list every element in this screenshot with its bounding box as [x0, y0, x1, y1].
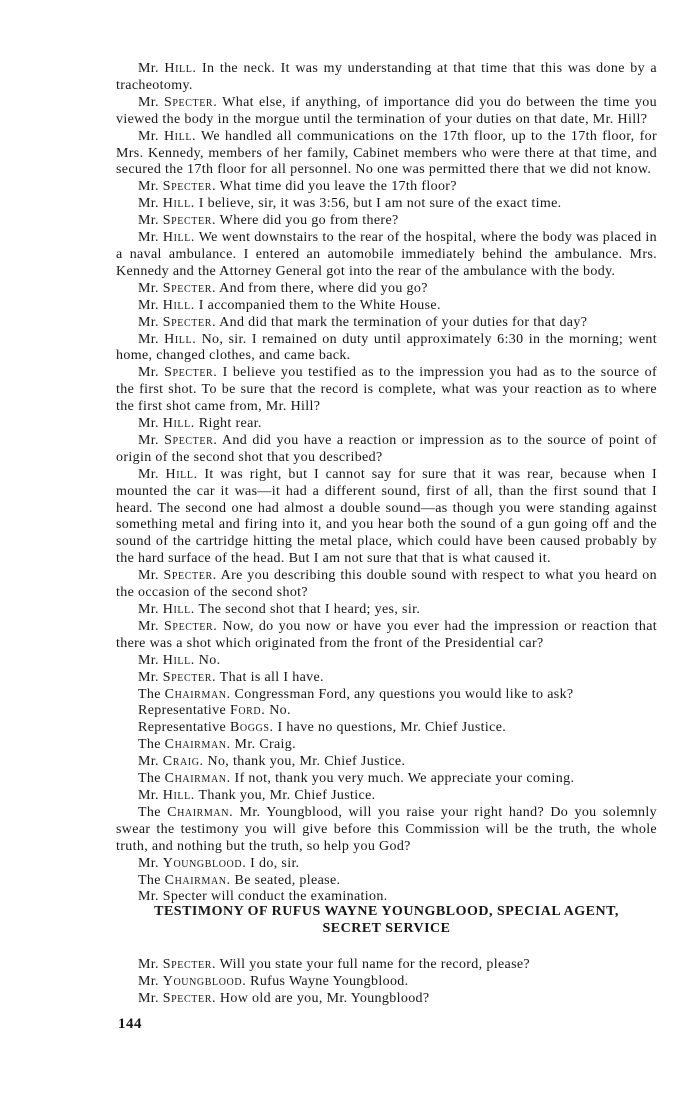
speaker-title: Mr. — [138, 466, 166, 482]
speaker-name: Boggs. — [229, 720, 274, 736]
statement-text: We handled all communications on the 17th floor, up to the 17th floor, for Mrs. Kennedy, members of her family, Cabinet members who were there at that time, and secured the 17th floor for all personnel. No one was permitted there that we did not know. — [116, 128, 657, 178]
speaker-title: The — [138, 771, 165, 787]
speaker-title: Mr. — [138, 957, 163, 972]
page-number: 144 — [118, 1016, 142, 1032]
statement-text: We went downstairs to the rear of the hospital, where the body was placed in a naval ambulance. I entered an automobile immediately behind the ambulance. Mrs. Kennedy and the Attorney General got into the rear of the ambulance with the body. — [116, 230, 657, 279]
statement-text: Thank you, Mr. Chief Justice. — [194, 787, 376, 803]
testimony-paragraph — [116, 179, 657, 196]
statement-text: No. — [194, 652, 221, 668]
speaker-title: Mr. — [138, 855, 163, 871]
statement-text: I accompanied them to the White House. — [194, 297, 441, 313]
testimony-paragraph — [116, 281, 657, 298]
statement-text: Mr. Youngblood, will you raise your right hand? Do you solemnly swear the testimony you will give before this Commission will be the truth, the whole truth, and nothing but the truth, so help you God? — [116, 804, 657, 854]
speaker-title: Mr. — [138, 416, 163, 432]
section-heading — [116, 903, 657, 937]
speaker-name: Chairman. — [164, 771, 231, 787]
speaker-title: Mr. — [138, 365, 165, 381]
testimony-paragraph — [116, 670, 657, 687]
statement-text: The second shot that I heard; yes, sir. — [194, 602, 421, 617]
speaker-title: Mr. — [138, 990, 163, 1006]
testimony-body — [116, 61, 657, 906]
speaker-title: Mr. — [138, 196, 163, 212]
testimony-paragraph — [116, 991, 657, 1008]
statement-text: Be seated, please. — [230, 872, 341, 888]
testimony-paragraph — [116, 720, 657, 737]
statement-text: And from there, where did you go? — [216, 280, 428, 296]
speaker-name: Specter. — [162, 990, 217, 1006]
testimony-paragraph — [116, 653, 657, 670]
testimony-paragraph — [116, 856, 657, 873]
speaker-name: Specter. — [162, 957, 217, 972]
statement-text: It was right, but I cannot say for sure that it was rear, because when I mounted the car it was—it had a different sound, first of all, than the first sound that I heard. The second one had almost a double sound—as though you were standing against something metal and firing into it, and you hear both the sound of a gun going off and the sound of the cartridge hitting the metal place, which could have been caused probably by the hard surface of the head. But I am not sure that that is what caused it. — [116, 466, 657, 567]
testimony-paragraph — [116, 416, 657, 433]
speaker-title: Mr. — [138, 331, 165, 347]
testimony-paragraph — [116, 332, 657, 366]
speaker-title: Mr. — [138, 973, 163, 989]
testimony-paragraph — [116, 687, 657, 704]
statement-text: Will you state your full name for the record, please? — [216, 957, 530, 972]
speaker-title: Mr. — [138, 179, 163, 195]
speaker-name: Specter. — [163, 568, 217, 584]
statement-text: Rufus Wayne Youngblood. — [246, 973, 409, 989]
speaker-name: Hill. — [162, 297, 195, 313]
statement-text: And did that mark the termination of your duties for that day? — [216, 314, 588, 330]
speaker-title: Mr. — [138, 128, 164, 144]
testimony-paragraph — [116, 433, 657, 467]
speaker-name: Specter. — [162, 179, 217, 195]
speaker-name: Hill. — [162, 416, 195, 432]
speaker-name: Specter. — [162, 314, 217, 330]
testimony-paragraph — [116, 230, 657, 281]
speaker-name: Ford. — [229, 703, 266, 719]
testimony-paragraph — [116, 602, 657, 619]
speaker-title: Mr. — [138, 787, 163, 803]
statement-text: Now, do you now or have you ever had the impression or reaction that there was a shot which originated from the front of the Presidential car? — [116, 618, 658, 651]
speaker-name: Hill. — [162, 652, 195, 668]
testimony-paragraph — [116, 61, 657, 95]
speaker-name: Specter. — [163, 94, 218, 110]
speaker-title: Mr. — [138, 669, 163, 685]
speaker-name: Chairman. — [167, 804, 234, 820]
testimony-paragraph — [116, 365, 657, 416]
speaker-title: Mr. — [138, 602, 163, 617]
speaker-title: Mr. — [138, 230, 163, 246]
speaker-name: Specter. — [162, 280, 217, 296]
speaker-name: Youngblood. — [162, 973, 247, 989]
heading-line-2: SECRET SERVICE — [322, 921, 451, 936]
speaker-name: Specter. — [164, 365, 218, 381]
statement-text: I believe, sir, it was 3:56, but I am not sure of the exact time. — [194, 196, 562, 212]
speaker-name: Hill. — [162, 602, 195, 617]
statement-text: In the neck. It was my understanding at that time that this was done by a tracheotomy. — [116, 61, 657, 93]
speaker-title: Representative — [138, 720, 230, 736]
testimony-paragraph — [116, 298, 657, 315]
speaker-title: Mr. — [138, 61, 165, 76]
testimony-paragraph — [116, 703, 657, 720]
statement-text: What else, if anything, of importance did you do between the time you viewed the body in the morgue until the termination of your duties on that date, Mr. Hill? — [116, 94, 657, 127]
speaker-title: The — [138, 872, 165, 888]
speaker-title: The — [138, 737, 165, 753]
statement-text: Mr. Craig. — [230, 737, 296, 753]
speaker-title: Representative — [138, 703, 230, 719]
statement-text: Mr. Specter will conduct the examination. — [138, 889, 388, 905]
speaker-title: Mr. — [138, 652, 163, 668]
speaker-name: Chairman. — [164, 737, 231, 753]
speaker-name: Hill. — [164, 61, 197, 76]
speaker-name: Hill. — [162, 196, 195, 212]
statement-text: No. — [265, 703, 291, 719]
speaker-name: Hill. — [163, 128, 197, 144]
statement-text: No, thank you, Mr. Chief Justice. — [203, 754, 406, 770]
speaker-name: Specter. — [164, 618, 218, 634]
statement-text: And did you have a reaction or impression as to the source of point of origin of the second shot that you described? — [116, 432, 658, 465]
statement-text: What time did you leave the 17th floor? — [216, 179, 457, 195]
speaker-name: Hill. — [164, 331, 197, 347]
speaker-title: The — [138, 804, 168, 820]
speaker-name: Hill. — [165, 466, 198, 482]
speaker-name: Specter. — [162, 213, 217, 229]
testimony-paragraph — [116, 95, 657, 129]
statement-text: I do, sir. — [246, 855, 300, 871]
speaker-name: Chairman. — [164, 686, 231, 702]
speaker-title: Mr. — [138, 297, 163, 313]
youngblood-testimony — [116, 957, 657, 1008]
testimony-paragraph — [116, 771, 657, 788]
testimony-paragraph — [116, 957, 657, 974]
speaker-name: Hill. — [162, 230, 196, 246]
speaker-title: The — [138, 686, 165, 702]
testimony-paragraph — [116, 129, 657, 180]
testimony-paragraph — [116, 213, 657, 230]
testimony-paragraph — [116, 315, 657, 332]
statement-text: How old are you, Mr. Youngblood? — [216, 990, 430, 1006]
speaker-title: Mr. — [138, 280, 163, 296]
testimony-paragraph — [116, 805, 657, 856]
speaker-title: Mr. — [138, 754, 163, 770]
statement-text: No, sir. I remained on duty until approximately 6:30 in the morning; went home, changed clothes, and came back. — [116, 331, 657, 364]
statement-text: Right rear. — [194, 416, 262, 432]
speaker-title: Mr. — [138, 618, 165, 634]
speaker-name: Specter. — [162, 669, 217, 685]
speaker-title: Mr. — [138, 94, 164, 110]
testimony-paragraph — [116, 467, 657, 568]
speaker-name: Youngblood. — [162, 855, 247, 871]
speaker-title: Mr. — [138, 314, 163, 330]
statement-text: I believe you testified as to the impression you had as to the source of the first shot. To be sure that the record is complete, what was your reaction as to where the first shot came from, Mr. Hill? — [116, 365, 657, 415]
speaker-name: Chairman. — [164, 872, 231, 888]
statement-text: Are you describing this double sound with respect to what you heard on the occasion of the second shot? — [116, 568, 657, 601]
speaker-title: Mr. — [138, 213, 163, 229]
testimony-paragraph — [116, 873, 657, 890]
speaker-name: Craig. — [162, 754, 204, 770]
testimony-paragraph — [116, 568, 657, 602]
statement-text: Congressman Ford, any questions you would like to ask? — [230, 686, 574, 702]
speaker-title: Mr. — [138, 432, 165, 448]
testimony-paragraph — [116, 788, 657, 805]
testimony-paragraph — [116, 974, 657, 991]
testimony-paragraph — [116, 196, 657, 213]
speaker-name: Specter. — [164, 432, 218, 448]
testimony-paragraph — [116, 754, 657, 771]
testimony-paragraph — [116, 619, 657, 653]
speaker-name: Hill. — [162, 787, 195, 803]
heading-line-1: TESTIMONY OF RUFUS WAYNE YOUNGBLOOD, SPECIAL AGENT, — [154, 904, 619, 919]
statement-text: I have no questions, Mr. Chief Justice. — [273, 720, 507, 736]
statement-text: That is all I have. — [216, 669, 324, 685]
speaker-title: Mr. — [138, 568, 164, 584]
statement-text: Where did you go from there? — [216, 213, 399, 229]
statement-text: If not, thank you very much. We appreciate your coming. — [230, 771, 575, 787]
testimony-paragraph — [116, 737, 657, 754]
